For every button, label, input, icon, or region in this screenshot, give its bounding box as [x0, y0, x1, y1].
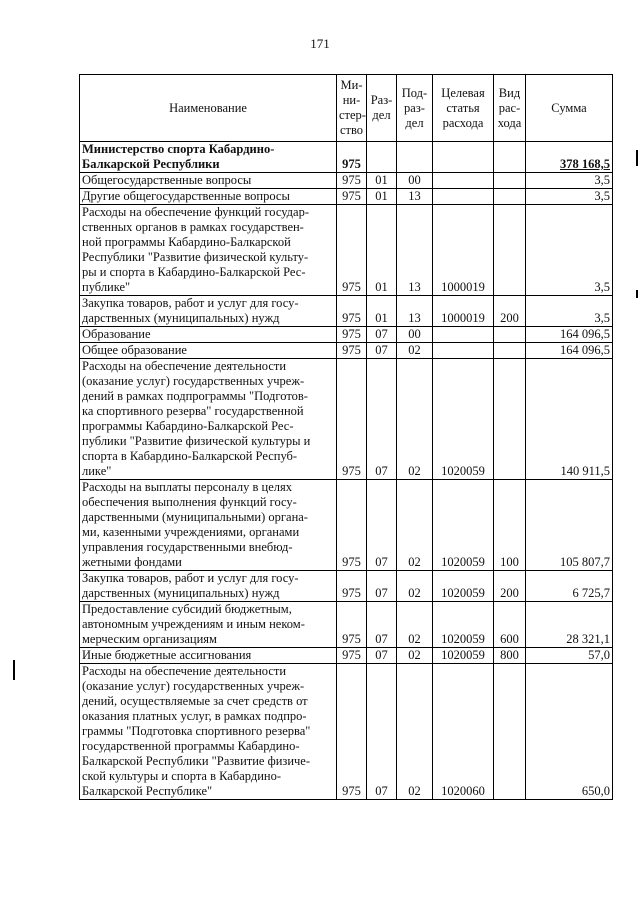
table-header-row — [80, 75, 613, 142]
cell-section: 01 — [367, 173, 397, 189]
cell-ministry: 975 — [337, 327, 367, 343]
cell-ministry: 975 — [337, 480, 367, 571]
cell-subsection: 02 — [397, 648, 433, 664]
table-row — [80, 343, 613, 359]
cell-amount: 378 168,5 — [526, 142, 613, 173]
cell-ministry: 975 — [337, 664, 367, 800]
cell-amount: 3,5 — [526, 189, 613, 205]
cell-section — [367, 142, 397, 173]
cell-subsection: 02 — [397, 571, 433, 602]
cell-target: 1020060 — [433, 664, 494, 800]
cell-amount: 105 807,7 — [526, 480, 613, 571]
cell-ministry: 975 — [337, 343, 367, 359]
table-body — [80, 142, 613, 800]
header-name: Наименование — [80, 75, 337, 142]
scan-edge-mark — [636, 150, 638, 166]
cell-subsection: 00 — [397, 173, 433, 189]
cell-target: 1020059 — [433, 602, 494, 648]
cell-amount: 3,5 — [526, 205, 613, 296]
cell-name: Расходы на обеспечение функций государ- ственных органов в рамках государствен- ной программы Кабардино-Балкарской Республики "Развитие физической культу- ры и спорта в Кабардино-Балкарской Рес- публике" — [80, 205, 337, 296]
cell-target — [433, 327, 494, 343]
cell-target — [433, 173, 494, 189]
cell-target: 1000019 — [433, 205, 494, 296]
cell-name: Расходы на обеспечение деятельности (оказание услуг) государственных учреж- дений в рамках подпрограммы "Подготов- ка спортивного резерва" государственной программы Кабардино-Балкарской Рес- публики "Развитие физической культуры и спорта в Кабардино-Балкарской Респуб- лике" — [80, 359, 337, 480]
cell-ministry: 975 — [337, 359, 367, 480]
cell-amount: 57,0 — [526, 648, 613, 664]
table-row — [80, 327, 613, 343]
cell-expense-type — [494, 327, 526, 343]
scan-edge-mark — [13, 660, 15, 680]
cell-subsection: 02 — [397, 602, 433, 648]
table-row — [80, 480, 613, 571]
cell-name: Иные бюджетные ассигнования — [80, 648, 337, 664]
cell-section: 07 — [367, 343, 397, 359]
cell-subsection: 13 — [397, 296, 433, 327]
table-row — [80, 571, 613, 602]
cell-subsection: 02 — [397, 664, 433, 800]
cell-target — [433, 343, 494, 359]
page-number: 171 — [310, 36, 330, 51]
cell-amount: 3,5 — [526, 296, 613, 327]
cell-subsection: 02 — [397, 359, 433, 480]
cell-section: 07 — [367, 602, 397, 648]
cell-subsection — [397, 142, 433, 173]
header-amount: Сумма — [526, 75, 613, 142]
cell-ministry: 975 — [337, 296, 367, 327]
cell-subsection: 13 — [397, 205, 433, 296]
cell-name: Предоставление субсидий бюджетным, автономным учреждениям и иным неком- мерческим организациям — [80, 602, 337, 648]
cell-target: 1020059 — [433, 571, 494, 602]
cell-expense-type: 200 — [494, 296, 526, 327]
cell-expense-type — [494, 359, 526, 480]
header-subsection: Под- раз- дел — [397, 75, 433, 142]
table-row — [80, 648, 613, 664]
cell-expense-type: 100 — [494, 480, 526, 571]
cell-expense-type — [494, 205, 526, 296]
cell-section: 01 — [367, 189, 397, 205]
table-row — [80, 664, 613, 800]
cell-amount: 28 321,1 — [526, 602, 613, 648]
table-row — [80, 205, 613, 296]
cell-amount: 650,0 — [526, 664, 613, 800]
cell-expense-type: 800 — [494, 648, 526, 664]
table-row — [80, 359, 613, 480]
cell-name: Расходы на выплаты персоналу в целях обеспечения выполнения функций госу- дарственными (муниципальными) органа- ми, казенными учреждениями, органами управления государственными внебюд- жетными фондами — [80, 480, 337, 571]
cell-expense-type: 200 — [494, 571, 526, 602]
cell-expense-type: 600 — [494, 602, 526, 648]
cell-expense-type — [494, 142, 526, 173]
cell-section: 07 — [367, 648, 397, 664]
cell-subsection: 13 — [397, 189, 433, 205]
budget-table — [79, 74, 613, 800]
cell-target — [433, 142, 494, 173]
cell-section: 07 — [367, 664, 397, 800]
table-row — [80, 602, 613, 648]
cell-name: Закупка товаров, работ и услуг для госу- дарственных (муниципальных) нужд — [80, 296, 337, 327]
table-row — [80, 173, 613, 189]
cell-ministry: 975 — [337, 142, 367, 173]
header-target: Целевая статья расхода — [433, 75, 494, 142]
cell-target — [433, 189, 494, 205]
cell-ministry: 975 — [337, 571, 367, 602]
cell-amount: 164 096,5 — [526, 327, 613, 343]
cell-ministry: 975 — [337, 648, 367, 664]
cell-section: 07 — [367, 327, 397, 343]
cell-subsection: 02 — [397, 343, 433, 359]
cell-ministry: 975 — [337, 173, 367, 189]
cell-name: Общее образование — [80, 343, 337, 359]
cell-amount: 140 911,5 — [526, 359, 613, 480]
cell-target: 1020059 — [433, 480, 494, 571]
cell-target: 1020059 — [433, 359, 494, 480]
cell-expense-type — [494, 343, 526, 359]
header-ministry: Ми- ни- стер- ство — [337, 75, 367, 142]
cell-section: 01 — [367, 296, 397, 327]
cell-name: Общегосударственные вопросы — [80, 173, 337, 189]
cell-name: Министерство спорта Кабардино- Балкарской Республики — [80, 142, 337, 173]
cell-expense-type — [494, 189, 526, 205]
cell-name: Расходы на обеспечение деятельности (оказание услуг) государственных учреж- дений, осуществляемые за счет средств от оказания платных услуг, в рамках подпро- граммы "Подготовка спортивного резерва" государственной программы Кабардино- Балкарской Республики "Развитие физиче- ской культуры и спорта в Кабардино- Балкарской Республике" — [80, 664, 337, 800]
cell-section: 07 — [367, 571, 397, 602]
cell-name: Образование — [80, 327, 337, 343]
table-row — [80, 296, 613, 327]
cell-name: Другие общегосударственные вопросы — [80, 189, 337, 205]
cell-ministry: 975 — [337, 602, 367, 648]
cell-target: 1000019 — [433, 296, 494, 327]
cell-target: 1020059 — [433, 648, 494, 664]
cell-amount: 6 725,7 — [526, 571, 613, 602]
cell-ministry: 975 — [337, 205, 367, 296]
table-row — [80, 142, 613, 173]
cell-subsection: 02 — [397, 480, 433, 571]
cell-expense-type — [494, 664, 526, 800]
table-row — [80, 189, 613, 205]
cell-amount: 164 096,5 — [526, 343, 613, 359]
cell-name: Закупка товаров, работ и услуг для госу- дарственных (муниципальных) нужд — [80, 571, 337, 602]
header-expense-type: Вид рас- хода — [494, 75, 526, 142]
cell-section: 07 — [367, 480, 397, 571]
header-section: Раз- дел — [367, 75, 397, 142]
cell-expense-type — [494, 173, 526, 189]
scan-edge-mark — [636, 290, 638, 298]
cell-section: 07 — [367, 359, 397, 480]
cell-amount: 3,5 — [526, 173, 613, 189]
cell-ministry: 975 — [337, 189, 367, 205]
cell-section: 01 — [367, 205, 397, 296]
cell-subsection: 00 — [397, 327, 433, 343]
